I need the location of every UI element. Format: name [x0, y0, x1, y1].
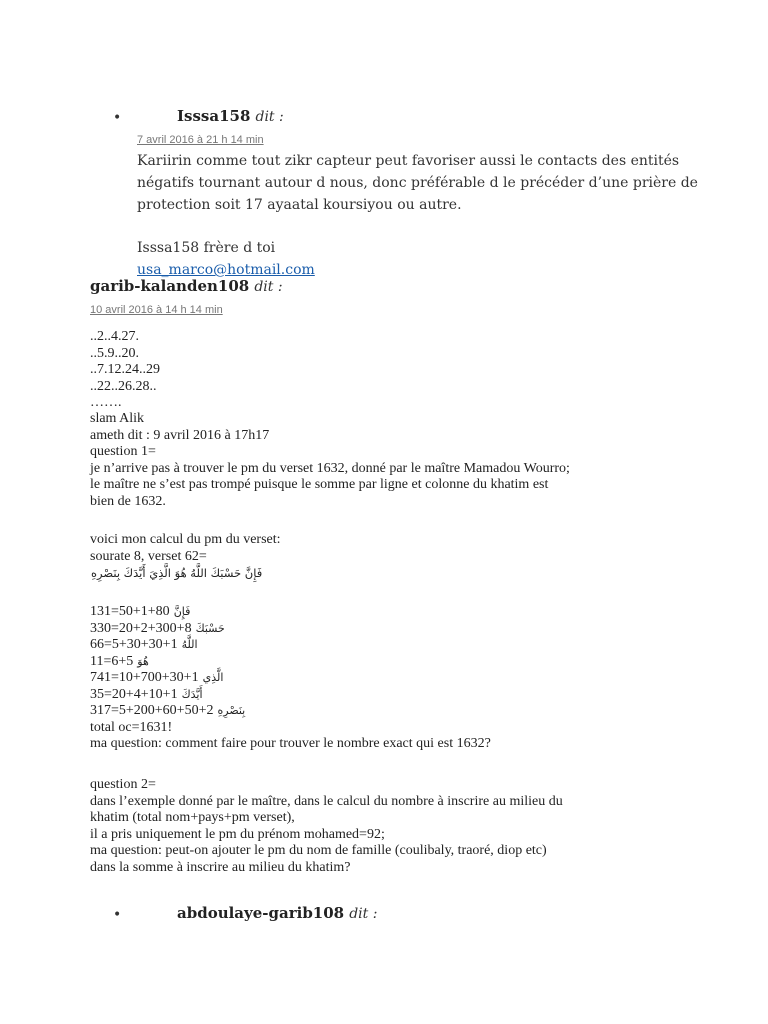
- says-label: dit :: [254, 279, 283, 295]
- body-line: protection soit 17 ayaatal koursiyou ou autre.: [137, 197, 462, 213]
- text-line: dans l’exemple donné par le maître, dans le calcul du nombre à inscrire au milieu du: [90, 793, 563, 809]
- text-line: ..22..26.28..: [90, 378, 157, 394]
- list-bullet: •: [113, 907, 122, 923]
- comment-date-link[interactable]: 7 avril 2016 à 21 h 14 min: [137, 134, 264, 146]
- comment-signature: Isssa158 frère d toi: [137, 240, 276, 256]
- comment-header: [177, 903, 377, 922]
- calc-line: 330=20+2+300+8 حَسْبَكَ: [90, 620, 225, 636]
- body-line: négatifs tournant autour d nous, donc préférable d le précéder d’une prière de: [137, 175, 698, 191]
- question-2-paragraph: [90, 777, 563, 876]
- calc-line: 35=20+4+10+1 أَيَّدَكَ: [90, 686, 203, 702]
- text-line: voici mon calcul du pm du verset:: [90, 532, 281, 547]
- comment-date-link[interactable]: 10 avril 2016 à 14 h 14 min: [90, 304, 223, 316]
- text-line: ..5.9..20.: [90, 345, 139, 361]
- calc-line: 66=5+30+30+1 اللَّهُ: [90, 637, 198, 652]
- calculation-list: [90, 604, 491, 753]
- number-sequence: [90, 329, 160, 412]
- comment-header: [177, 106, 284, 125]
- text-line: ma question: comment faire pour trouver le nombre exact qui est 1632?: [90, 736, 491, 751]
- body-line: Kariirin comme tout zikr capteur peut favoriser aussi le contacts des entités: [137, 153, 680, 169]
- text-line: ..2..4.27.: [90, 329, 139, 344]
- calculation-intro: [90, 532, 281, 583]
- text-line: sourate 8, verset 62=: [90, 548, 207, 564]
- calc-line: 741=10+700+30+1 الَّذِي: [90, 670, 224, 685]
- text-line: dans la somme à inscrire au milieu du khatim?: [90, 859, 351, 875]
- comment-author[interactable]: Isssa158: [177, 107, 251, 125]
- text-line: ma question: peut-on ajouter le pm du nom de famille (coulibaly, traoré, diop etc): [90, 843, 547, 858]
- email-link[interactable]: usa_marco@hotmail.com: [137, 262, 315, 278]
- text-line: je n’arrive pas à trouver le pm du verset 1632, donné par le maître Mamadou Wourro;: [90, 460, 570, 476]
- text-line: slam Alik: [90, 411, 145, 426]
- comment-author[interactable]: garib-kalanden108: [90, 277, 250, 295]
- calc-line: 11=6+5 هُوَ: [90, 653, 149, 669]
- says-label: dit :: [255, 109, 284, 125]
- text-line: …….: [90, 395, 122, 410]
- arabic-verse: فَإِنَّ حَسْبَكَ اللَّهُ هُوَ الَّذِيَ أَيَّدَكَ بِنَصْرِهِ: [91, 566, 263, 580]
- text-line: il a pris uniquement le pm du prénom mohamed=92;: [90, 826, 385, 842]
- text-line: total oc=1631!: [90, 719, 173, 735]
- text-line: khatim (total nom+pays+pm verset),: [90, 810, 295, 825]
- text-line: le maître ne s’est pas trompé puisque le somme par ligne et colonne du khatim est: [90, 477, 549, 492]
- comment-author[interactable]: abdoulaye-garib108: [177, 904, 345, 922]
- text-line: bien de 1632.: [90, 493, 166, 509]
- text-line: question 1=: [90, 444, 156, 459]
- calc-line: 317=5+200+60+50+2 بِنَصْرِهِ: [90, 703, 246, 718]
- text-line: ameth dit : 9 avril 2016 à 17h17: [90, 427, 270, 443]
- text-line: ..7.12.24..29: [90, 362, 160, 377]
- says-label: dit :: [349, 906, 378, 922]
- comment-body: [137, 150, 697, 216]
- text-line: question 2=: [90, 777, 156, 792]
- list-bullet: •: [113, 110, 122, 126]
- calc-line: 131=50+1+80 فَإِنَّ: [90, 604, 191, 619]
- comment-header: [90, 276, 283, 295]
- question-1-paragraph: [90, 411, 570, 510]
